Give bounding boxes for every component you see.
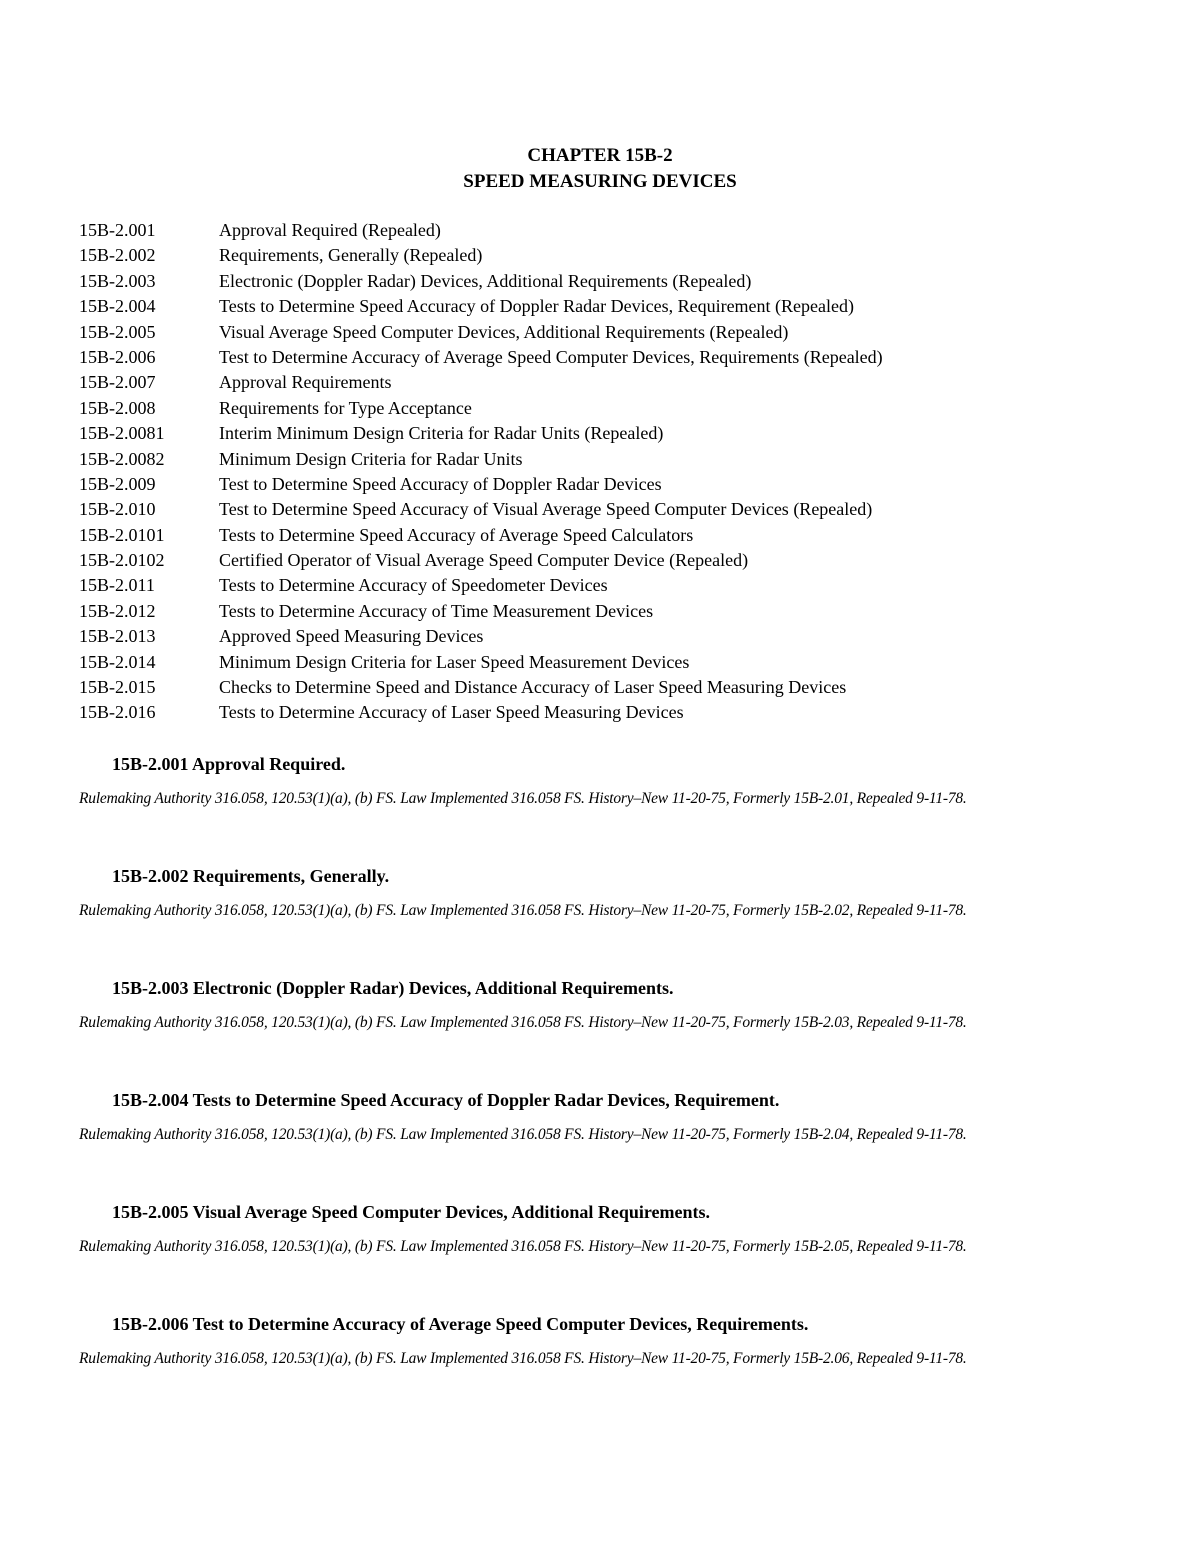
toc-rule-number: 15B-2.011 xyxy=(79,575,155,596)
rule-sections xyxy=(79,751,1124,1423)
toc-rule-number: 15B-2.004 xyxy=(79,296,156,317)
toc-rule-title: Tests to Determine Accuracy of Laser Speed Measuring Devices xyxy=(219,702,684,723)
toc-row xyxy=(79,523,1139,548)
rule-heading: 15B-2.002 Requirements, Generally. xyxy=(112,866,390,886)
chapter-number: CHAPTER 15B-2 xyxy=(527,145,673,166)
toc-rule-number: 15B-2.013 xyxy=(79,626,156,647)
toc-rule-title: Checks to Determine Speed and Distance Accuracy of Laser Speed Measuring Devices xyxy=(219,677,847,698)
rule-heading: 15B-2.004 Tests to Determine Speed Accuracy of Doppler Radar Devices, Requirement. xyxy=(112,1090,780,1110)
toc-rule-title: Approval Required (Repealed) xyxy=(219,220,441,240)
toc-rule-number: 15B-2.012 xyxy=(79,600,156,621)
rule-section xyxy=(79,1311,1124,1423)
rule-heading: 15B-2.005 Visual Average Speed Computer Devices, Additional Requirements. xyxy=(112,1202,710,1222)
rule-history-note: Rulemaking Authority 316.058, 120.53(1)(a), (b) FS. Law Implemented 316.058 FS. History–New 11-20-75, Formerly 15B-2.01, Repealed 9-11-78. xyxy=(79,790,967,807)
toc-row xyxy=(79,650,1139,675)
rule-section xyxy=(79,1199,1124,1311)
toc-rule-number: 15B-2.0082 xyxy=(79,448,165,469)
toc-rule-number: 15B-2.007 xyxy=(79,372,156,393)
toc-rule-title: Visual Average Speed Computer Devices, Additional Requirements (Repealed) xyxy=(219,321,789,342)
rule-section xyxy=(79,975,1124,1087)
rule-section xyxy=(79,1087,1124,1199)
rule-heading: 15B-2.006 Test to Determine Accuracy of Average Speed Computer Devices, Requirements. xyxy=(112,1314,809,1334)
rule-section xyxy=(79,751,1124,863)
toc-row xyxy=(79,421,1139,446)
toc-rule-number: 15B-2.0102 xyxy=(79,550,165,571)
toc-rule-number: 15B-2.002 xyxy=(79,245,156,266)
rule-heading: 15B-2.003 Electronic (Doppler Radar) Devices, Additional Requirements. xyxy=(112,978,674,998)
chapter-header xyxy=(0,143,1200,195)
toc-row xyxy=(79,700,1139,725)
toc-rule-title: Tests to Determine Speed Accuracy of Doppler Radar Devices, Requirement (Repealed) xyxy=(219,296,855,317)
toc-rule-title: Tests to Determine Accuracy of Time Measurement Devices xyxy=(219,600,654,621)
toc-rule-number: 15B-2.0081 xyxy=(79,423,165,444)
toc-row xyxy=(79,599,1139,624)
toc-rule-number: 15B-2.006 xyxy=(79,346,156,367)
rule-heading: 15B-2.001 Approval Required. xyxy=(112,754,346,774)
toc-row xyxy=(79,548,1139,573)
rule-history-note: Rulemaking Authority 316.058, 120.53(1)(a), (b) FS. Law Implemented 316.058 FS. History–New 11-20-75, Formerly 15B-2.02, Repealed 9-11-78. xyxy=(79,902,967,919)
toc-rule-title: Requirements for Type Acceptance xyxy=(219,397,472,418)
toc-rule-number: 15B-2.005 xyxy=(79,321,156,342)
chapter-title: SPEED MEASURING DEVICES xyxy=(463,171,737,192)
toc-row xyxy=(79,497,1139,522)
toc-rule-title: Tests to Determine Speed Accuracy of Average Speed Calculators xyxy=(219,524,694,545)
toc-rule-number: 15B-2.016 xyxy=(79,702,156,723)
table-of-contents xyxy=(79,218,1139,726)
toc-rule-number: 15B-2.003 xyxy=(79,270,156,291)
toc-row xyxy=(79,320,1139,345)
toc-rule-title: Approval Requirements xyxy=(219,372,392,393)
toc-rule-title: Test to Determine Speed Accuracy of Doppler Radar Devices xyxy=(219,473,662,494)
toc-rule-number: 15B-2.008 xyxy=(79,397,156,418)
toc-rule-number: 15B-2.010 xyxy=(79,499,156,520)
toc-rule-title: Test to Determine Accuracy of Average Speed Computer Devices, Requirements (Repealed) xyxy=(219,346,883,367)
toc-row xyxy=(79,447,1139,472)
rule-section xyxy=(79,863,1124,975)
toc-rule-title: Test to Determine Speed Accuracy of Visual Average Speed Computer Devices (Repealed) xyxy=(219,499,873,520)
toc-rule-number: 15B-2.0101 xyxy=(79,524,165,545)
toc-row xyxy=(79,269,1139,294)
toc-rule-title: Electronic (Doppler Radar) Devices, Additional Requirements (Repealed) xyxy=(219,270,752,291)
rule-history-note: Rulemaking Authority 316.058, 120.53(1)(a), (b) FS. Law Implemented 316.058 FS. History–New 11-20-75, Formerly 15B-2.03, Repealed 9-11-78. xyxy=(79,1014,967,1031)
toc-rule-number: 15B-2.009 xyxy=(79,473,156,494)
toc-row xyxy=(79,675,1139,700)
toc-rule-number: 15B-2.001 xyxy=(79,220,156,240)
toc-row xyxy=(79,243,1139,268)
toc-row xyxy=(79,396,1139,421)
toc-rule-title: Approved Speed Measuring Devices xyxy=(219,626,484,647)
toc-rule-number: 15B-2.015 xyxy=(79,677,156,698)
rule-history-note: Rulemaking Authority 316.058, 120.53(1)(a), (b) FS. Law Implemented 316.058 FS. History–New 11-20-75, Formerly 15B-2.06, Repealed 9-11-78. xyxy=(79,1350,967,1367)
toc-rule-title: Certified Operator of Visual Average Speed Computer Device (Repealed) xyxy=(219,550,749,571)
rule-history-note: Rulemaking Authority 316.058, 120.53(1)(a), (b) FS. Law Implemented 316.058 FS. History–New 11-20-75, Formerly 15B-2.04, Repealed 9-11-78. xyxy=(79,1126,967,1143)
toc-row xyxy=(79,370,1139,395)
toc-row xyxy=(79,624,1139,649)
toc-rule-title: Tests to Determine Accuracy of Speedometer Devices xyxy=(219,575,608,596)
toc-row xyxy=(79,345,1139,370)
toc-rule-title: Minimum Design Criteria for Laser Speed Measurement Devices xyxy=(219,651,690,672)
toc-row xyxy=(79,294,1139,319)
toc-rule-title: Interim Minimum Design Criteria for Radar Units (Repealed) xyxy=(219,423,664,444)
toc-rule-title: Minimum Design Criteria for Radar Units xyxy=(219,448,523,469)
toc-row xyxy=(79,472,1139,497)
toc-rule-number: 15B-2.014 xyxy=(79,651,156,672)
toc-rule-title: Requirements, Generally (Repealed) xyxy=(219,245,483,266)
toc-row xyxy=(79,218,1139,243)
toc-row xyxy=(79,573,1139,598)
rule-history-note: Rulemaking Authority 316.058, 120.53(1)(a), (b) FS. Law Implemented 316.058 FS. History–New 11-20-75, Formerly 15B-2.05, Repealed 9-11-78. xyxy=(79,1238,967,1255)
